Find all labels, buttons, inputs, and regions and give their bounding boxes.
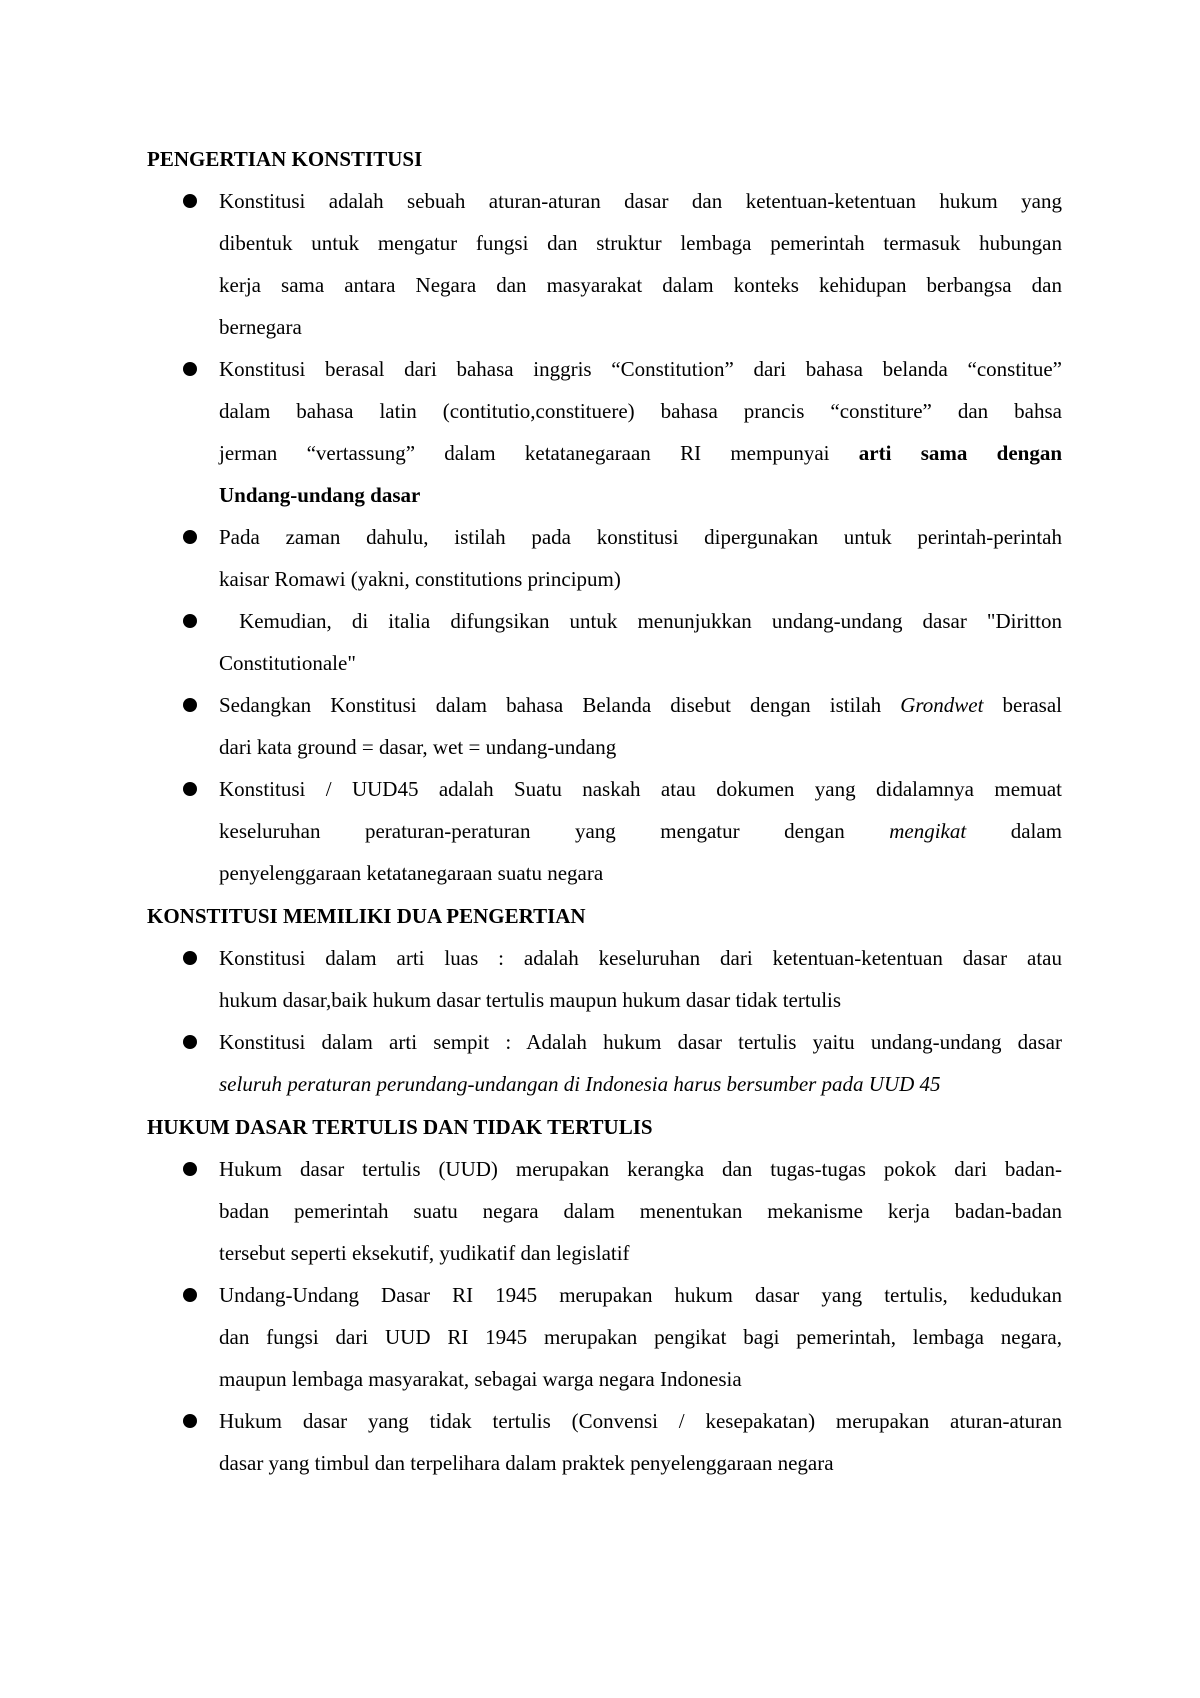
text-line: Pada zaman dahulu, istilah pada konstitusi dipergunakan untuk perintah-perintah — [219, 525, 1062, 549]
list-item — [147, 1148, 1062, 1274]
text-line: bernegara — [219, 315, 302, 339]
text-line: dibentuk untuk mengatur fungsi dan struktur lembaga pemerintah termasuk hubungan — [219, 231, 1062, 255]
list-item — [147, 1021, 1062, 1105]
list-item — [147, 684, 1062, 768]
text-line: dan fungsi dari UUD RI 1945 merupakan pengikat bagi pemerintah, lembaga negara, — [219, 1325, 1062, 1349]
italic-text-line: seluruh peraturan perundang-undangan di Indonesia harus bersumber pada UUD 45 — [219, 1072, 941, 1096]
text-segment: berasal — [1002, 693, 1063, 717]
text-line: Konstitusi berasal dari bahasa inggris “Constitution” dari bahasa belanda “constitue” — [219, 357, 1062, 381]
text-line-mixed — [219, 810, 1062, 852]
bold-text: arti sama dengan — [858, 441, 1063, 465]
bullet-icon — [183, 362, 197, 376]
text-line: Kemudian, di italia difungsikan untuk menunjukkan undang-undang dasar "Diritton — [219, 609, 1062, 633]
list-item — [147, 180, 1062, 348]
bullet-icon — [183, 1162, 197, 1176]
section-hukum-dasar — [147, 1106, 1062, 1484]
text-line: Hukum dasar tertulis (UUD) merupakan kerangka dan tugas-tugas pokok dari badan- — [219, 1157, 1062, 1181]
text-line: maupun lembaga masyarakat, sebagai warga negara Indonesia — [219, 1367, 742, 1391]
bullet-icon — [183, 530, 197, 544]
text-line: penyelenggaraan ketatanegaraan suatu negara — [219, 861, 604, 885]
text-line: dari kata ground = dasar, wet = undang-undang — [219, 735, 617, 759]
section-heading: KONSTITUSI MEMILIKI DUA PENGERTIAN — [147, 904, 586, 928]
bold-text-line: Undang-undang dasar — [219, 483, 421, 507]
bullet-list — [147, 937, 1062, 1105]
italic-text: Grondwet — [900, 693, 984, 717]
list-item — [147, 516, 1062, 600]
text-line: tersebut seperti eksekutif, yudikatif dan legislatif — [219, 1241, 630, 1265]
list-item — [147, 1274, 1062, 1400]
section-dua-pengertian — [147, 895, 1062, 1105]
italic-text: mengikat — [889, 819, 967, 843]
text-line: dalam bahasa latin (contitutio,constituere) bahasa prancis “constiture” dan bahsa — [219, 399, 1062, 423]
bullet-icon — [183, 1035, 197, 1049]
section-pengertian-konstitusi — [147, 138, 1062, 894]
text-line: Constitutionale" — [219, 651, 356, 675]
list-item — [147, 937, 1062, 1021]
text-segment: dalam — [1010, 819, 1062, 843]
text-line: kerja sama antara Negara dan masyarakat dalam konteks kehidupan berbangsa dan — [219, 273, 1062, 297]
bullet-icon — [183, 194, 197, 208]
section-heading: HUKUM DASAR TERTULIS DAN TIDAK TERTULIS — [147, 1115, 653, 1139]
bullet-icon — [183, 614, 197, 628]
text-line: kaisar Romawi (yakni, constitutions principum) — [219, 567, 621, 591]
text-line: badan pemerintah suatu negara dalam menentukan mekanisme kerja badan-badan — [219, 1199, 1062, 1223]
text-line: Konstitusi adalah sebuah aturan-aturan dasar dan ketentuan-ketentuan hukum yang — [219, 189, 1062, 213]
bullet-icon — [183, 951, 197, 965]
text-line: Konstitusi / UUD45 adalah Suatu naskah atau dokumen yang didalamnya memuat — [219, 777, 1062, 801]
bullet-icon — [183, 782, 197, 796]
list-item — [147, 768, 1062, 894]
text-segment: Sedangkan Konstitusi dalam bahasa Belanda disebut dengan istilah — [219, 693, 882, 717]
text-line-mixed — [219, 432, 1062, 474]
list-item — [147, 348, 1062, 516]
list-item — [147, 600, 1062, 684]
bullet-icon — [183, 1288, 197, 1302]
text-line: dasar yang timbul dan terpelihara dalam praktek penyelenggaraan negara — [219, 1451, 834, 1475]
bullet-icon — [183, 1414, 197, 1428]
text-line: Undang-Undang Dasar RI 1945 merupakan hukum dasar yang tertulis, kedudukan — [219, 1283, 1062, 1307]
text-line: Konstitusi dalam arti luas : adalah keseluruhan dari ketentuan-ketentuan dasar atau — [219, 946, 1062, 970]
bullet-list — [147, 180, 1062, 894]
text-line-mixed — [219, 684, 1062, 726]
text-line: Hukum dasar yang tidak tertulis (Convensi / kesepakatan) merupakan aturan-aturan — [219, 1409, 1062, 1433]
text-segment: jerman “vertassung” dalam ketatanegaraan RI mempunyai — [219, 441, 830, 465]
text-line: Konstitusi dalam arti sempit : Adalah hukum dasar tertulis yaitu undang-undang dasar — [219, 1030, 1062, 1054]
bullet-list — [147, 1148, 1062, 1484]
text-line: hukum dasar,baik hukum dasar tertulis maupun hukum dasar tidak tertulis — [219, 988, 842, 1012]
section-heading: PENGERTIAN KONSTITUSI — [147, 147, 423, 171]
bullet-icon — [183, 698, 197, 712]
list-item — [147, 1400, 1062, 1484]
text-segment: keseluruhan peraturan-peraturan yang mengatur dengan — [219, 819, 845, 843]
